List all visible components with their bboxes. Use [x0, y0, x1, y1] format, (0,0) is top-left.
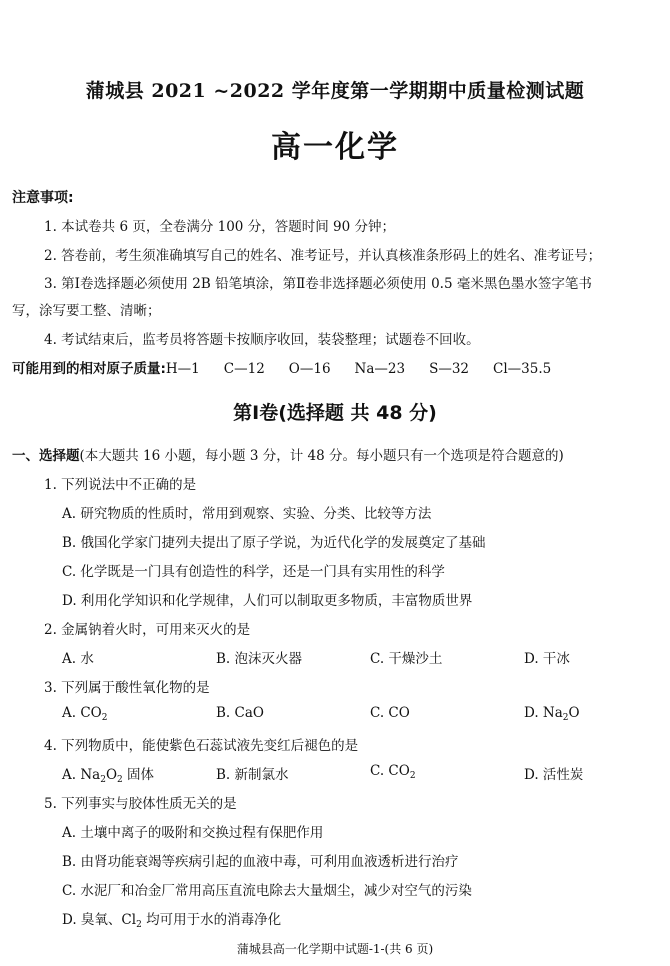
q3-d-subscript: 2: [562, 713, 569, 723]
mass-na: Na—23: [354, 361, 406, 377]
part-one-description: (本大题共 16 小题，每小题 3 分，计 48 分。每小题只有一个选项是符合题意的): [79, 448, 564, 464]
question-3-option-c: C. CO: [370, 705, 410, 721]
mass-o: O—16: [288, 361, 331, 377]
section-title: 第Ⅰ卷(选择题 共 48 分): [233, 402, 437, 424]
question-1-option-a: A. 研究物质的性质时，常用到观察、实验、分类、比较等方法: [62, 506, 432, 522]
question-2-option-b: B. 泡沫灭火器: [216, 651, 303, 667]
mass-c: C—12: [223, 361, 265, 377]
q4-a-subscript-2: 2: [117, 775, 123, 785]
question-2-option-c: C. 干燥沙土: [370, 651, 443, 667]
note-item-3-continued: 写，涂写要工整、清晰；: [12, 303, 161, 319]
q4-c-subscript: 2: [409, 771, 416, 781]
question-5-option-d: [62, 908, 281, 930]
question-1-option-d: D. 利用化学知识和化学规律，人们可以制取更多物质，丰富物质世界: [62, 593, 473, 609]
question-3-option-d: [524, 705, 580, 723]
question-1-option-c: C. 化学既是一门具有创造性的科学，还是一门具有实用性的科学: [62, 564, 445, 580]
q4-a-text-end: 固体: [122, 767, 155, 783]
question-2-stem: 2. 金属钠着火时，可用来灭火的是: [44, 622, 251, 638]
question-2-option-d: D. 干冰: [524, 651, 570, 667]
question-5-stem: 5. 下列事实与胶体性质无关的是: [44, 796, 237, 812]
q3-d-text: D. Na: [524, 705, 563, 721]
q4-a-subscript-1: 2: [100, 775, 106, 785]
subject-title: 高一化学: [271, 130, 399, 165]
mass-h: H—1: [165, 361, 200, 377]
q3-d-text-end: O: [568, 705, 580, 721]
note-item-2: 2. 答卷前，考生须准确填写自己的姓名、准考证号，并认真核准条形码上的姓名、准考证号；: [44, 248, 602, 264]
mass-s: S—32: [429, 361, 470, 377]
question-4-stem: 4. 下列物质中，能使紫色石蕊试液先变红后褪色的是: [44, 738, 359, 754]
question-1-stem: 1. 下列说法中不正确的是: [44, 477, 197, 493]
question-3-stem: 3. 下列属于酸性氧化物的是: [44, 680, 210, 696]
q4-a-text: A. Na: [62, 767, 101, 783]
mass-cl: Cl—35.5: [493, 361, 552, 377]
question-4-option-d: D. 活性炭: [524, 767, 584, 783]
note-item-1: 1. 本试卷共 6 页，全卷满分 100 分，答题时间 90 分钟；: [44, 219, 395, 235]
page-footer: 蒲城县高一化学期中试题-1-(共 6 页): [236, 942, 434, 956]
q5-d-text-end: 均可用于水的消毒净化: [141, 912, 282, 928]
question-4-option-a: [62, 763, 154, 785]
q4-a-text-mid: O: [105, 767, 118, 783]
question-3-option-a: [62, 705, 107, 723]
part-one-label: 一、选择题: [12, 448, 80, 464]
notes-heading: 注意事项:: [12, 190, 74, 206]
question-4-option-c: [370, 763, 416, 781]
question-2-option-a: A. 水: [62, 651, 94, 667]
q4-c-text: C. CO: [370, 763, 410, 779]
part-one-instructions: [12, 444, 564, 464]
question-5-option-b: B. 由肾功能衰竭等疾病引起的血液中毒，可利用血液透析进行治疗: [62, 854, 459, 870]
exam-title: 蒲城县 2021 ~2022 学年度第一学期期中质量检测试题: [85, 80, 585, 102]
question-5-option-a: A. 土壤中离子的吸附和交换过程有保肥作用: [62, 825, 324, 841]
note-item-4: 4. 考试结束后，监考员将答题卡按顺序收回，装袋整理；试题卷不回收。: [44, 332, 480, 348]
q5-d-subscript: 2: [136, 920, 142, 930]
atomic-masses: [12, 357, 575, 377]
q3-a-subscript: 2: [101, 713, 108, 723]
question-5-option-c: C. 水泥厂和冶金厂常用高压直流电除去大量烟尘，减少对空气的污染: [62, 883, 472, 899]
q5-d-text: D. 臭氧、Cl: [62, 912, 137, 928]
q3-a-text: A. CO: [62, 705, 102, 721]
question-3-option-b: B. CaO: [216, 705, 264, 721]
question-1-option-b: B. 俄国化学家门捷列夫提出了原子学说，为近代化学的发展奠定了基础: [62, 535, 486, 551]
note-item-3: 3. 第Ⅰ卷选择题必须使用 2B 铅笔填涂，第Ⅱ卷非选择题必须使用 0.5 毫米黑色墨水签字笔书: [44, 276, 592, 292]
question-4-option-b: B. 新制氯水: [216, 767, 289, 783]
atomic-masses-label: 可能用到的相对原子质量:: [12, 361, 166, 377]
